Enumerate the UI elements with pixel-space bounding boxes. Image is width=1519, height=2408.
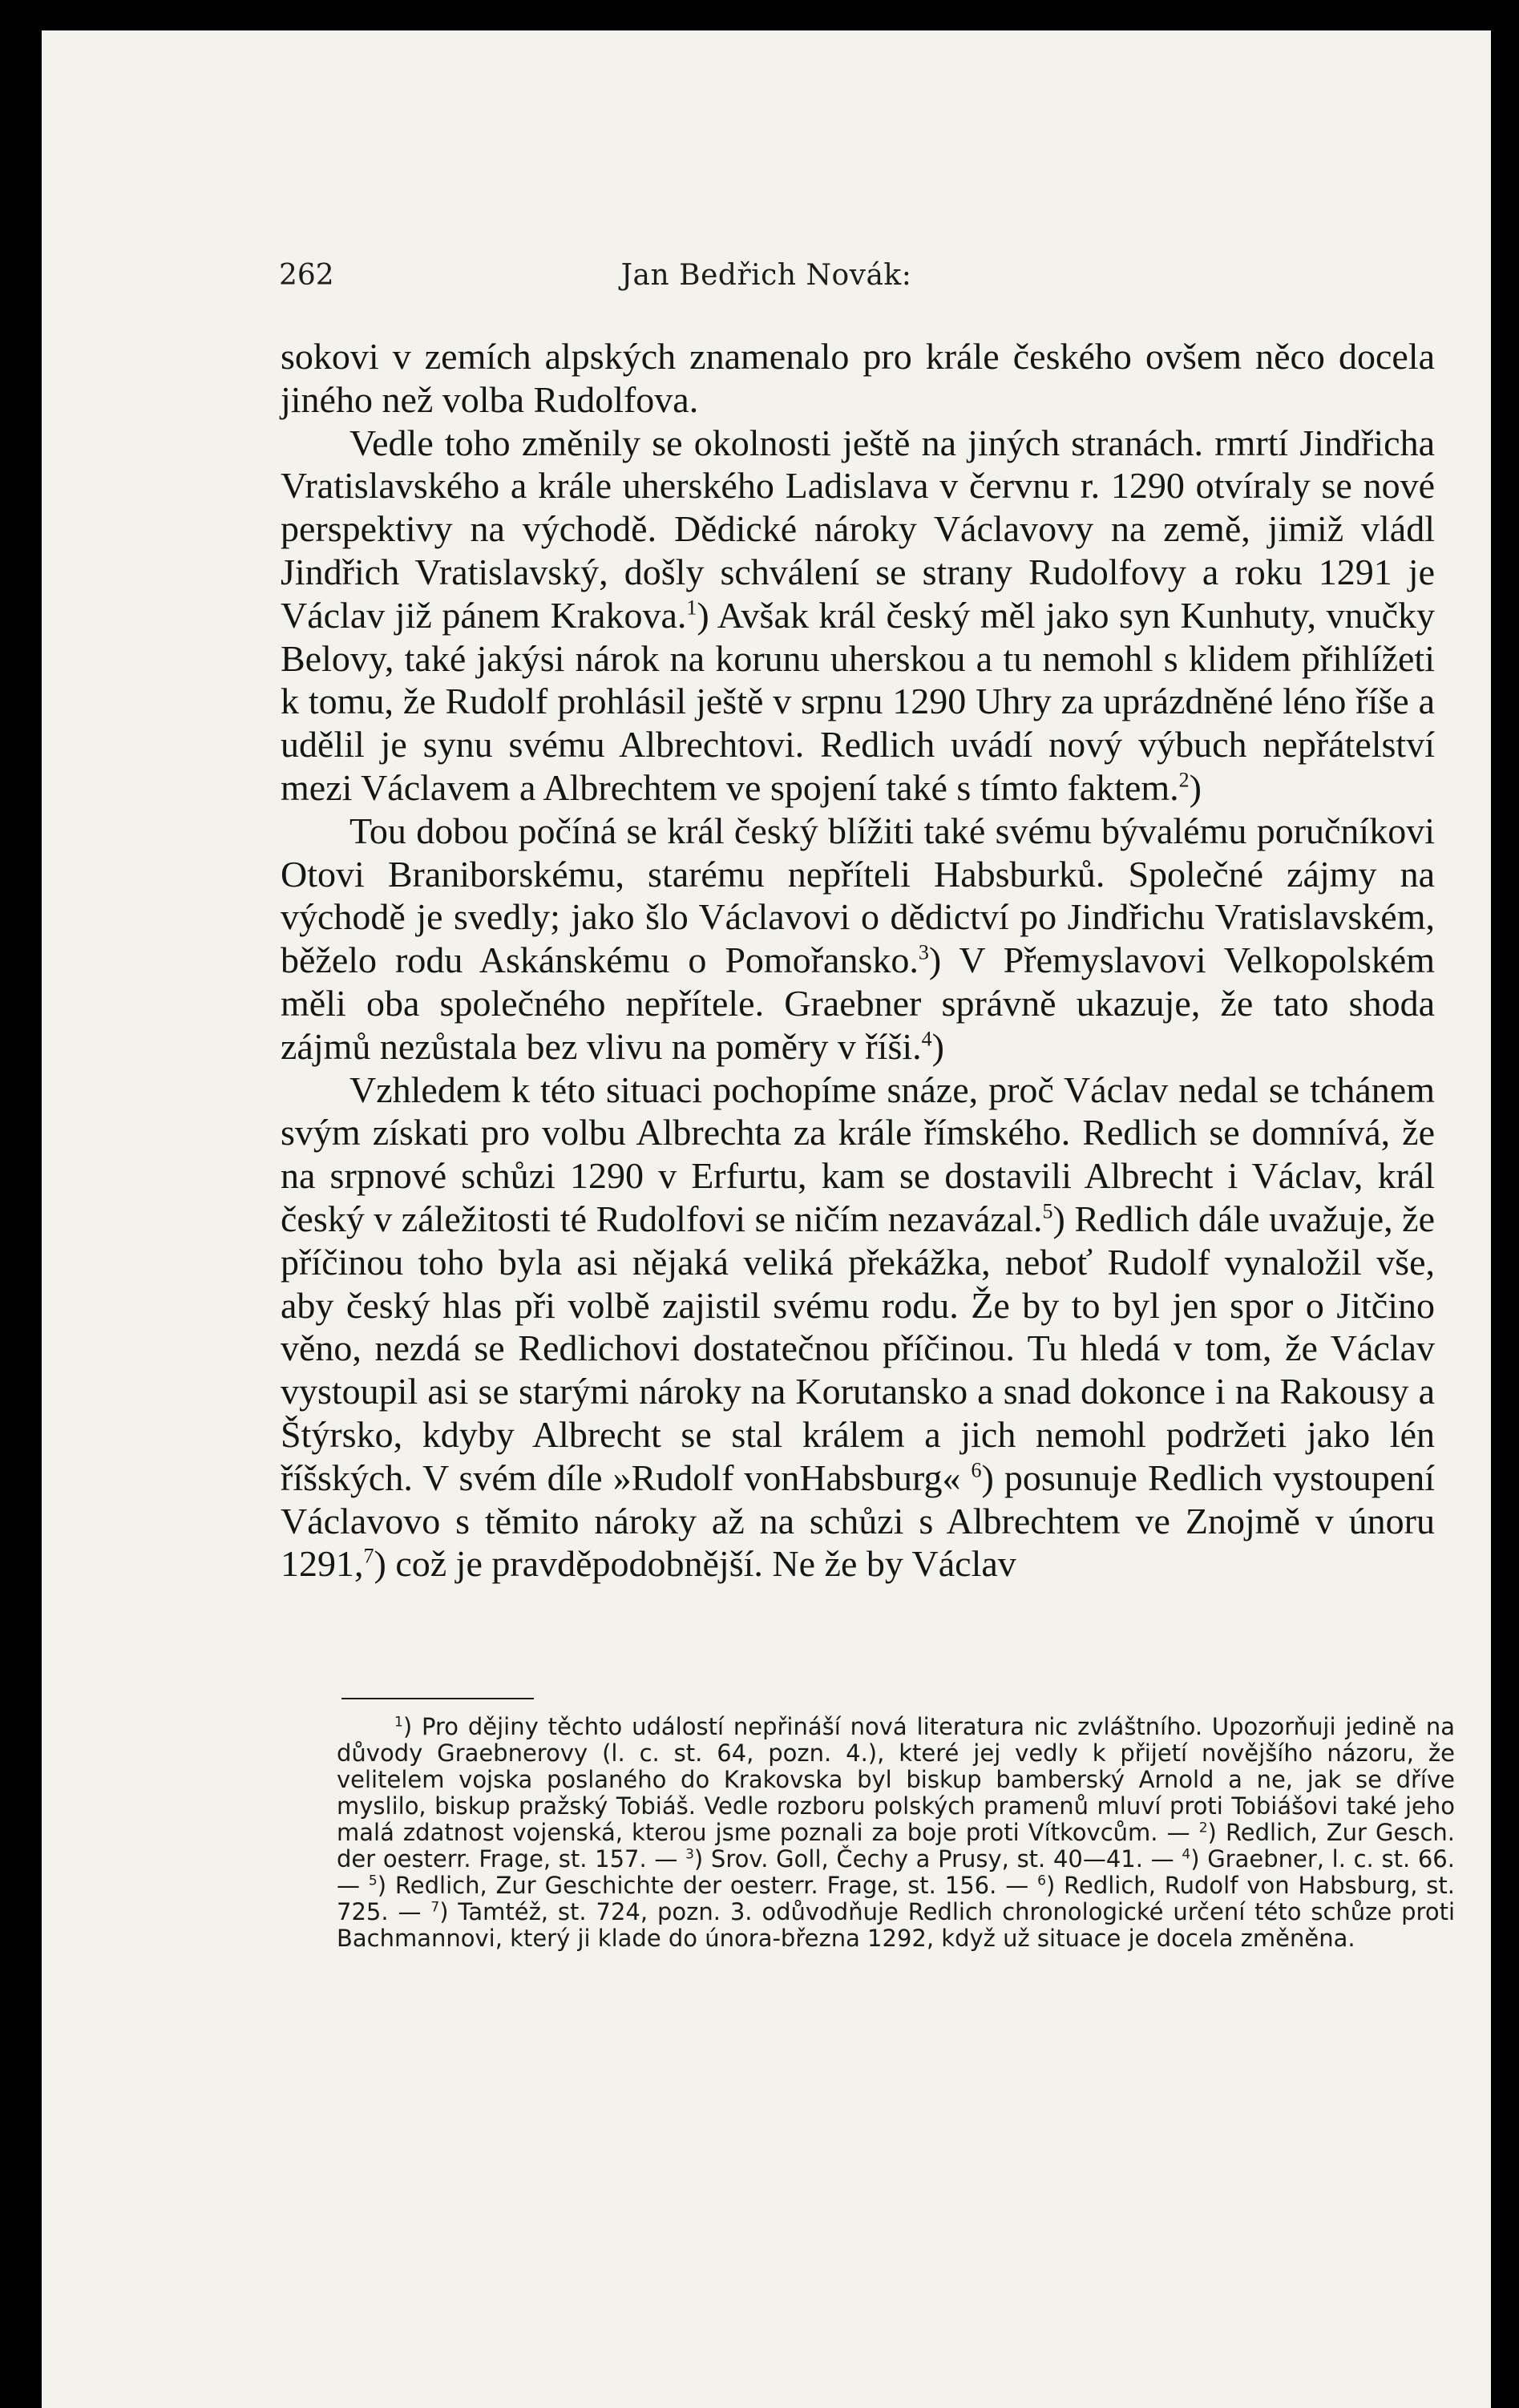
paragraph-4-text-b: Redlich dále uvažuje, že příčinou toho byla asi nějaká veliká překážka, neboť Rudolf vynaložil vše, aby český hlas při volbě zajistil svému rodu. Že by to byl jen spor o Jitčino věno, nezdá se Redlichovi dostatečnou příčinou. Tu hledá v tom, že Václav vystoupil asi se starými nároky na Korutansko a snad dokonce i na Rakousy a Štýrsko, kdyby Albrecht se stal králem a jich nemohl podržeti jako lén říšských. V svém díle »Rudolf vonHabsburg« [281, 1198, 1436, 1498]
paragraph-4-text-d: což je pravděpodobnější. Ne že by Václav [395, 1543, 1016, 1585]
footnote-ref-3: 3 [918, 940, 929, 964]
paragraph-2-text-b: Avšak král český měl jako syn Kunhuty, vnučky Belovy, také jakýsi nárok na korunu uherskou a tu nemohl s klidem přihlížeti k tomu, že Rudolf prohlásil ještě v srpnu 1290 Uhry za uprázdněné léno říše a udělil je synu svému Albrechtovi. Redlich uvádí nový výbuch nepřátelství mezi Václavem a Albrechtem ve spojení také s tímto faktem. [281, 594, 1436, 808]
footnote-mark-7: 7 [430, 1899, 440, 1916]
footnote-ref-2: 2 [1178, 768, 1190, 792]
footnote-ref-6: 6 [971, 1458, 982, 1482]
paragraph-2-text-a: Vedle toho změnily se okolnosti ještě na jiných stranách. rmrtí Jindřicha Vratislavského a krále uherského Ladislava v červnu r. 1290 otvíraly se nové perspektivy na východě. Dědické nároky Václavovy na země, jimiž vládl Jindřich Vratislavský, došly schválení se strany Rudolfovy a roku 1291 je Václav již pánem Krakova. [281, 422, 1435, 636]
paragraph-1-text: sokovi v zemích alpských znamenalo pro krále českého ovšem něco docela jiného než volba Rudolfova. [281, 336, 1435, 420]
page-header [42, 259, 1491, 299]
running-title: Jan Bedřich Novák: [620, 259, 912, 292]
page-number: 262 [279, 259, 334, 292]
footnote-ref-7: 7 [363, 1544, 374, 1568]
footnote-mark-3: 3 [685, 1846, 694, 1863]
footnote-mark-4: 4 [1182, 1846, 1191, 1863]
body-text [281, 335, 1435, 1586]
paragraph-3-text-b: V Přemyslavovi Velkopolském měli oba společného nepřítele. Graebner správně ukazuje, že tato shoda zájmů nezůstala bez vlivu na poměry v říši. [281, 939, 1435, 1067]
footnote-mark-6: 6 [1037, 1873, 1046, 1889]
footnote-5-text: Redlich, Zur Geschichte der oesterr. Frage, st. 156. — [394, 1872, 1029, 1899]
paragraph-3-text-a: Tou dobou počíná se král český blížiti také svému bývalému poručníkovi Otovi Braniborskému, starému nepříteli Habsburků. Společné zájmy na východě je svedly; jako šlo Václavovi o dědictví po Jindřichu Vratislavském, běželo rodu Askánskému o Pomořansko. [281, 810, 1435, 981]
paragraph-4-text-c: posunuje Redlich vystoupení Václavovo s těmito nároky až na schůzi s Albrechtem ve Znojmě v únoru 1291, [281, 1457, 1435, 1585]
footnote-7-text: Tamtéž, st. 724, pozn. 3. odůvodňuje Redlich chronologické určení této schůze proti Bachmannovi, který ji klade do února-března 1292, když už situace je docela změněna. [337, 1898, 1456, 1952]
book-page [42, 30, 1491, 2408]
footnote-6-text: Redlich, Rudolf von Habsburg, st. 725. — [337, 1872, 1455, 1925]
footnote-divider [341, 1698, 534, 1699]
footnote-1-text: Pro dějiny těchto událostí nepřináší nová literatura nic zvláštního. Upozorňuji jedině na důvody Graebnerovy (l. c. st. 64, pozn. 4.), které jej vedly k přijetí novějšího názoru, že velitelem vojska poslaného do Krakovska byl biskup bamberský Arnold a ne, jak se dříve myslilo, biskup pražský Tobiáš. Vedle rozboru polských pramenů mluví proti Tobiášovi také jeho malá zdatnost vojenská, kterou jsme poznali za boje proti Vítkovcům. — [337, 1713, 1455, 1846]
paragraph-2: Vedle toho změnily se okolnosti ještě na jiných stranách. rmrtí Jindřicha Vratislavského a krále uherského Ladislava v červnu r. 1290 otvíraly se nové perspektivy na východě. Dědické nároky Václavovy na země, jimiž vládl Jindřich Vratislavský, došly schválení se strany Rudolfovy a roku 1291 je Václav již pánem Krakova.$^1$) Avšak král český měl jako syn Kunhuty, vnučky Belovy, také jakýsi nárok na korunu uherskou a tu nemohl s klidem přihlížeti k tomu, že Rudolf prohlásil ještě v srpnu 1290 Uhry za uprázdněné léno říše a udělil je synu svému Albrechtovi. Redlich uvádí nový výbuch nepřátelství mezi Václavem a Albrechtem ve spojení také s tímto faktem.$^2$) [281, 422, 1436, 808]
paragraph-1 [281, 335, 1435, 422]
paragraph-4-text-a: Vzhledem k této situaci pochopíme snáze, proč Václav nedal se tchánem svým získati pro volbu Albrechta za krále římského. Redlich se domnívá, že na srpnové schůzi 1290 v Erfurtu, kam se dostavili Albrecht i Václav, král český v záležitosti té Rudolfovi se ničím nezavázal. [281, 1069, 1435, 1239]
paragraph-3: Tou dobou počíná se král český blížiti také svému bývalému poručníkovi Otovi Braniborskému, starému nepříteli Habsburků. Společné zájmy na východě je svedly; jako šlo Václavovi o dědictví po Jindřichu Vratislavském, běželo rodu Askánskému o Pomořansko.$^3$) V Přemyslavovi Velkopolském měli oba společného nepřítele. Graebner správně ukazuje, že tato shoda zájmů nezůstala bez vlivu na poměry v říši.$^4$) [281, 810, 1435, 1067]
footnote-ref-5: 5 [1042, 1199, 1053, 1223]
footnote-ref-1: 1 [686, 596, 697, 620]
footnote-mark-1: 1 [394, 1714, 403, 1731]
footnote-ref-4: 4 [921, 1027, 932, 1051]
footnote-2-text: Redlich, Zur Gesch. der oesterr. Frage, st. 157. — [337, 1819, 1455, 1873]
footnote-mark-5: 5 [368, 1873, 378, 1889]
footnote-mark-2: 2 [1198, 1820, 1208, 1836]
footnote-3-text: Srov. Goll, Čechy a Prusy, st. 40—41. — [710, 1845, 1174, 1873]
footnote-block: $^1$) Pro dějiny těchto událostí nepřináší nová literatura nic zvláštního. Upozorňuji jedině na důvody Graebnerovy (l. c. st. 64, pozn. 4.), které jej vedly k přijetí novějšího názoru, že velitelem vojska poslaného do Krakovska byl biskup bamberský Arnold a ne, jak se dříve myslilo, biskup pražský Tobiáš. Vedle rozboru polských pramenů mluví proti Tobiášovi také jeho malá zdatnost vojenská, kterou jsme poznali za boje proti Vítkovcům. — $^2$) Redlich, Zur Gesch. der oesterr. Frage, st. 157. — $^3$) Srov. Goll, Čechy a Prusy, st. 40—41. — $^4$) Graebner, l. c. st. 66. — $^5$) Redlich, Zur Geschichte der oesterr. Frage, st. 156. — $^6$) Redlich, Rudolf von Habsburg, st. 725. — $^7$) Tamtéž, st. 724, pozn. 3. odůvodňuje Redlich chronologické určení této schůze proti Bachmannovi, který ji klade do února-března 1292, když už situace je docela změněna. [337, 1713, 1456, 1952]
paragraph-4: Vzhledem k této situaci pochopíme snáze, proč Václav nedal se tchánem svým získati pro volbu Albrechta za krále římského. Redlich se domnívá, že na srpnové schůzi 1290 v Erfurtu, kam se dostavili Albrecht i Václav, král český v záležitosti té Rudolfovi se ničím nezavázal.$^5$) Redlich dále uvažuje, že příčinou toho byla asi nějaká veliká překážka, neboť Rudolf vynaložil vše, aby český hlas při volbě zajistil svému rodu. Že by to byl jen spor o Jitčino věno, nezdá se Redlichovi dostatečnou příčinou. Tu hledá v tom, že Václav vystoupil asi se starými nároky na Korutansko a snad dokonce i na Rakousy a Štýrsko, kdyby Albrecht se stal králem a jich nemohl podržeti jako lén říšských. V svém díle »Rudolf vonHabsburg« $^6$) posunuje Redlich vystoupení Václavovo s těmito nároky až na schůzi s Albrechtem ve Znojmě v únoru 1291,$^7$) což je pravděpodobnější. Ne že by Václav [281, 1069, 1436, 1585]
footnote-4-text: Graebner, l. c. st. 66. — [337, 1845, 1455, 1899]
footnotes [337, 1714, 1455, 1952]
